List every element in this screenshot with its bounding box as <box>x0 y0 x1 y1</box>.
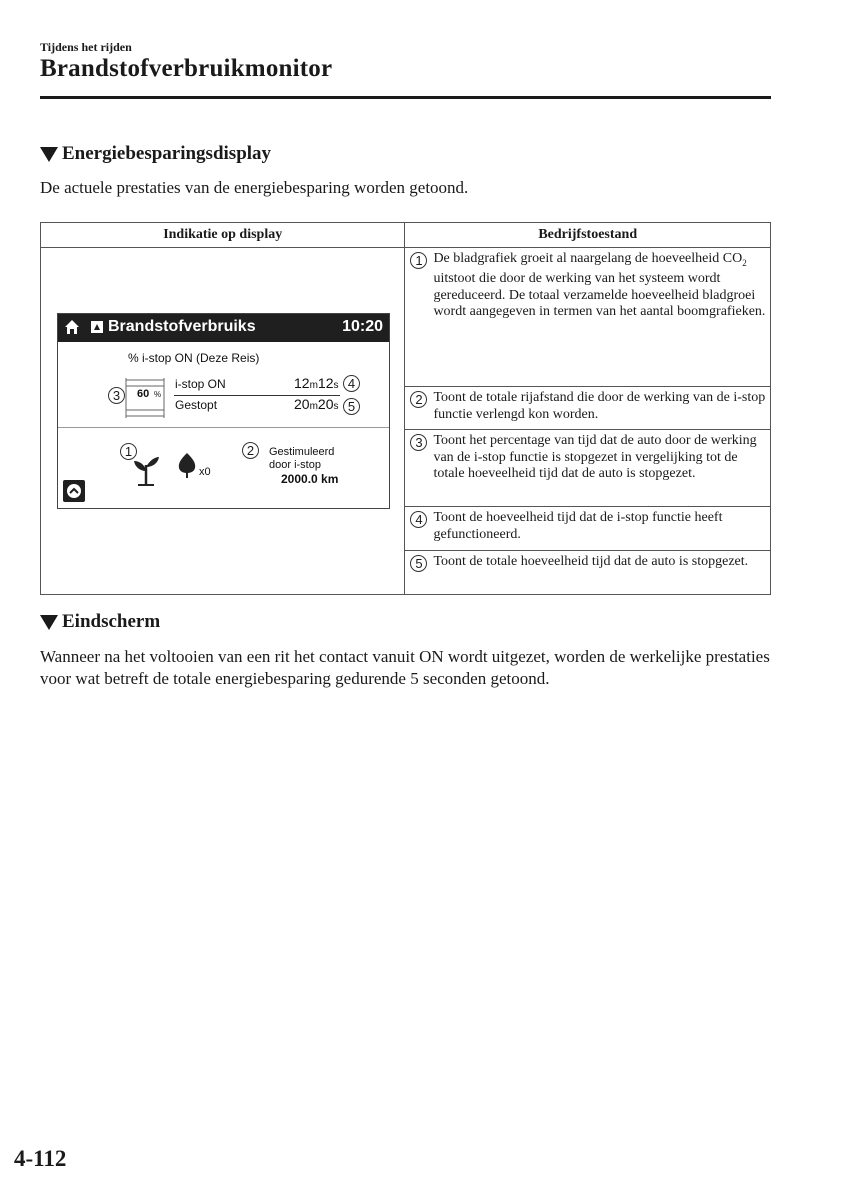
energy-intro: De actuele prestaties van de energiebesparing worden getoond. <box>40 178 469 197</box>
sprout-icon <box>132 451 160 487</box>
table-row-desc-4 <box>405 507 771 551</box>
end-heading <box>40 611 160 633</box>
energy-heading <box>40 143 271 165</box>
row-3-text: Toont het percentage van tijd dat de auto door de werking van de i-stop functie is stopgezet in vergelijking tot de totale hoeveelheid tijd dat de auto is stopgezet. <box>433 433 757 481</box>
table-row-desc-1 <box>405 248 771 387</box>
title-divider <box>40 96 771 99</box>
distance-value: 2000.0 km <box>281 472 339 486</box>
distance-label-1: Gestimuleerd <box>269 446 335 458</box>
row-1-subscript: 2 <box>742 257 747 268</box>
callout-4-icon: 4 <box>410 511 427 528</box>
stopped-time: 20m20s <box>294 396 339 412</box>
table-row-desc-2 <box>405 387 771 430</box>
page-title: Brandstofverbruikmonitor <box>40 55 333 82</box>
screen-title: Brandstofverbruiks <box>108 318 256 335</box>
istop-label: i-stop ON <box>175 377 226 391</box>
col-header-state: Bedrijfstoestand <box>405 223 771 248</box>
fuel-monitor-icon <box>90 320 104 334</box>
end-heading-text: Eindscherm <box>62 611 161 632</box>
table-row-desc-3 <box>405 430 771 507</box>
screen-callout-1-icon: 1 <box>120 443 137 460</box>
callout-5-icon: 5 <box>410 555 427 572</box>
row-2-text: Toont de totale rijafstand die door de werking van de i-stop functie verlengd kon worden. <box>433 390 766 422</box>
percent-unit: % <box>154 390 162 399</box>
chevron-up-icon <box>66 483 82 499</box>
callout-3-icon: 3 <box>410 434 427 451</box>
section-label: Tijdens het rijden <box>40 40 132 54</box>
screen-clock: 10:20 <box>342 318 383 335</box>
tree-count: x0 <box>199 466 211 478</box>
row-1-text-b: uitstoot die door de werking van het systeem wordt gereduceerd. De totaal verzamelde hoeveelheid bladgroei wordt aangegeven in termen van het aantal boomgrafieken. <box>433 271 766 320</box>
scroll-up-button[interactable] <box>63 480 85 502</box>
triangle-bullet-icon <box>40 147 58 162</box>
triangle-bullet-icon <box>40 615 58 630</box>
table-row-desc-5 <box>405 551 771 595</box>
col-header-display: Indikatie op display <box>41 223 405 248</box>
screen-header <box>58 314 389 342</box>
callout-2-icon: 2 <box>410 391 427 408</box>
screen-divider <box>58 427 389 428</box>
screen-callout-5-icon: 5 <box>343 398 360 415</box>
callout-1-icon: 1 <box>410 252 427 269</box>
tree-icon <box>177 451 197 479</box>
screen-subtitle: % i-stop ON (Deze Reis) <box>128 351 260 365</box>
fuel-monitor-screen <box>57 313 390 509</box>
row-1-text-a: De bladgrafiek groeit al naargelang de hoeveelheid CO <box>433 251 743 266</box>
page-number: 4-112 <box>14 1146 67 1171</box>
istop-time: 12m12s <box>294 375 339 391</box>
screen-callout-2-icon: 2 <box>242 442 259 459</box>
table-header-row <box>41 223 771 248</box>
home-icon <box>64 319 80 335</box>
stopped-label: Gestopt <box>175 398 218 412</box>
screen-callout-3-icon: 3 <box>108 387 125 404</box>
end-text: Wanneer na het voltooien van een rit het contact vanuit ON wordt uitgezet, worden de werkelijke prestaties voor wat betreft de totale energiebesparing gedurende 5 seconden getoond. <box>40 647 770 688</box>
row-5-text: Toont de totale hoeveelheid tijd dat de auto is stopgezet. <box>433 554 749 569</box>
row-4-text: Toont de hoeveelheid tijd dat de i-stop functie heeft gefunctioneerd. <box>433 510 723 542</box>
screen-callout-4-icon: 4 <box>343 375 360 392</box>
percent-value: 60 <box>137 388 150 400</box>
distance-label-2: door i-stop <box>269 459 321 471</box>
energy-heading-text: Energiebesparingsdisplay <box>62 143 272 164</box>
